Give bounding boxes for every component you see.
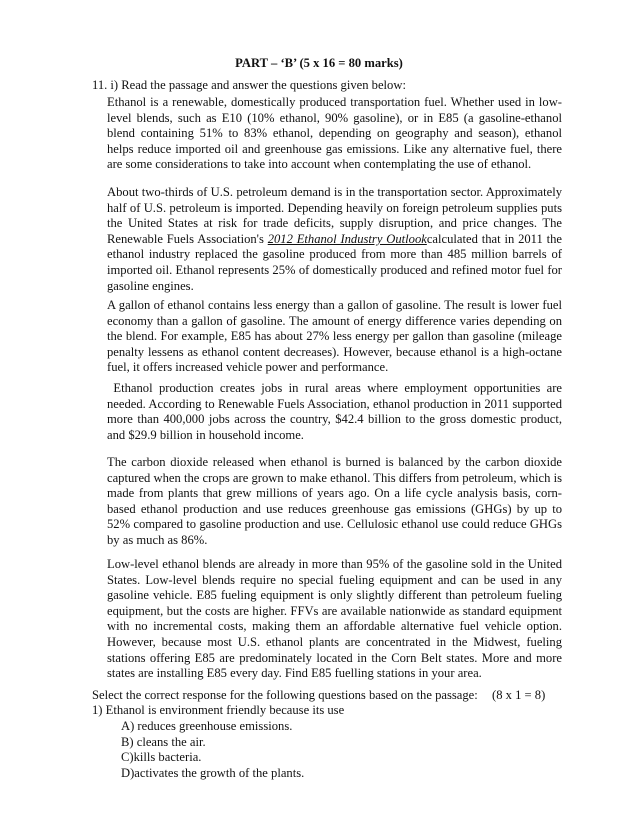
- mcq-1-option-a[interactable]: A) reduces greenhouse emissions.: [121, 719, 293, 733]
- mcq-1-option-c[interactable]: C)kills bacteria.: [121, 750, 202, 765]
- mcq-1-option-b[interactable]: B) cleans the air.: [121, 734, 206, 749]
- passage-paragraph-1: Ethanol is a renewable, domestically produced transportation fuel. Whether used in low-level blends, such as E10 (10% ethanol, 90% gasoline), or in E85 (a gasoline-ethanol blend containing 51% to 83% ethanol, depending on geography and season), ethanol helps reduce imported oil and greenhouse gas emissions. Like any alternative fuel, there are some considerations to take into account when contemplating the use of ethanol.: [107, 95, 562, 172]
- instructions-text: Select the correct response for the following questions based on the passage:: [92, 688, 478, 702]
- outlook-report-link[interactable]: 2012 Ethanol Industry Outlook: [267, 231, 427, 246]
- mcq-1-options: [121, 719, 304, 781]
- question-number-label: 11. i) Read the passage and answer the questions given below:: [92, 78, 406, 92]
- mcq-1-stem: 1) Ethanol is environment friendly because its use: [92, 703, 345, 717]
- mcq-1-option-d[interactable]: D)activates the growth of the plants.: [121, 765, 305, 780]
- passage-paragraph-2: [107, 185, 562, 294]
- passage-paragraph-4: Ethanol production creates jobs in rural areas where employment opportunities are needed. According to Renewable Fuels Association, ethanol production in 2011 supported more than 400,000 jobs across the country, $42.4 billion to the gross domestic product, and $29.9 billion in household income.: [107, 381, 562, 442]
- page-title: PART – ‘B’ (5 x 16 = 80 marks): [235, 56, 403, 70]
- instructions-line: [92, 688, 562, 703]
- passage-paragraph-2-text-a: About two-thirds of U.S. petroleum demand is in the transportation sector. Approximately half of U.S. petroleum is imported. Depending heavily on foreign petroleum supplies puts the United States at risk for trade deficits, supply disruption, and price changes. The Renewable Fuels Association's: [107, 185, 562, 246]
- passage-paragraph-3: A gallon of ethanol contains less energy than a gallon of gasoline. The result is lower fuel economy than a gallon of gasoline. The amount of energy difference varies depending on the blend. For example, E85 has about 27% less energy per gallon than gasoline (mileage penalty lessens as ethanol content decreases). However, because ethanol is a high-octane fuel, it offers increased vehicle power and performance.: [107, 298, 562, 375]
- passage-paragraph-5: The carbon dioxide released when ethanol is burned is balanced by the carbon dioxide captured when the crops are grown to make ethanol. This differs from petroleum, which is made from plants that grew millions of years ago. On a life cycle analysis basis, corn-based ethanol production and use reduces greenhouse gas emissions (GHGs) by up to 52% compared to gasoline production and use. Cellulosic ethanol use could reduce GHGs by as much as 86%.: [107, 455, 562, 547]
- marks-allocation: (8 x 1 = 8): [492, 688, 546, 702]
- passage-paragraph-6: Low-level ethanol blends are already in more than 95% of the gasoline sold in the United States. Low-level blends require no special fueling equipment and can be used in any gasoline vehicle. E85 fueling equipment is only slightly different than petroleum fueling equipment, but the costs are higher. FFVs are available nationwide as standard equipment with no incremental costs, making them an affordable alternative fuel vehicle option. However, because most U.S. ethanol plants are concentrated in the Midwest, fueling stations offering E85 are predominately located in the Corn Belt states. More and more states are installing E85 every day. Find E85 fuelling stations in your area.: [107, 557, 562, 681]
- passage-paragraph-2-text-b: calculated that in 2011 the ethanol industry replaced the gasoline produced from more than 485 million barrels of imported oil. Ethanol represents 25% of domestically produced and refined motor fuel for gasoline engines.: [107, 231, 563, 293]
